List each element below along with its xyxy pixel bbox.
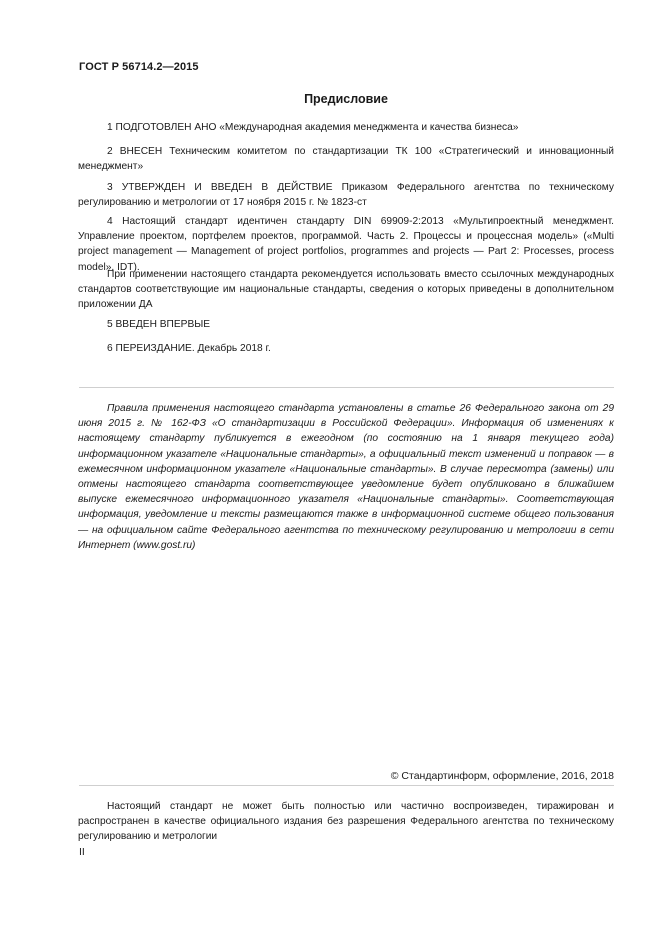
page-number: II — [79, 846, 85, 858]
copyright-line: © Стандартинформ, оформление, 2016, 2018 — [390, 770, 614, 782]
foreword-item-6: 6 ПЕРЕИЗДАНИЕ. Декабрь 2018 г. — [107, 343, 271, 354]
footer-divider — [79, 785, 614, 786]
document-header: ГОСТ Р 56714.2—2015 — [79, 61, 199, 73]
foreword-item-4-note: При применении настоящего стандарта рекомендуется использовать вместо ссылочных международных стандартов соответствующие им национальные стандарты, сведения о которых приведены в дополнительном приложении ДА — [78, 269, 614, 311]
foreword-item-3: 3 УТВЕРЖДЕН И ВВЕДЕН В ДЕЙСТВИЕ Приказом Федерального агентства по техническому регулированию и метрологии от 17 ноября 2015 г. № 1823-ст — [78, 182, 614, 209]
foreword-item-5: 5 ВВЕДЕН ВПЕРВЫЕ — [107, 319, 211, 330]
foreword-item-2: 2 ВНЕСЕН Техническим комитетом по стандартизации ТК 100 «Стратегический и инновационный менеджмент» — [78, 146, 614, 173]
notice-top-divider — [79, 387, 614, 388]
page-title: Предисловие — [304, 92, 388, 106]
notice-paragraph: Правила применения настоящего стандарта установлены в статье 26 Федерального закона от 29 июня 2015 г. № 162-ФЗ «О стандартизации в Российской Федерации». Информация об изменениях к настоящему стандарту публикуется в ежегодном (по состоянию на 1 января текущего года) информационном указателе «Национальные стандарты», а официальный текст изменений и поправок — в ежемесячном информационном указателе «Национальные стандарты». В случае пересмотра (замены) или отмены настоящего стандарта соответствующее уведомление будет опубликовано в ближайшем выпуске ежемесячного информационного указателя «Национальные стандарты». Соответствующая информация, уведомление и тексты размещаются также в информационной системе общего пользования — на официальном сайте Федерального агентства по техническому регулированию и метрологии в сети Интернет (www.gost.ru) — [78, 403, 614, 551]
footer-paragraph: Настоящий стандарт не может быть полностью или частично воспроизведен, тиражирован и распространен в качестве официального издания без разрешения Федерального агентства по техническому регулированию и метрологии — [78, 801, 614, 843]
foreword-item-4: 4 Настоящий стандарт идентичен стандарту DIN 69909-2:2013 «Мультипроектный менеджмент. Управление проектом, портфелем проектов, программой. Часть 2. Процессы и процессная модель» («Multi project management — Management of project portfolios, programmes and projects — Part 2: Processes, process model», IDT). — [78, 216, 614, 273]
foreword-item-1: 1 ПОДГОТОВЛЕН АНО «Международная академия менеджмента и качества бизнеса» — [107, 122, 519, 133]
